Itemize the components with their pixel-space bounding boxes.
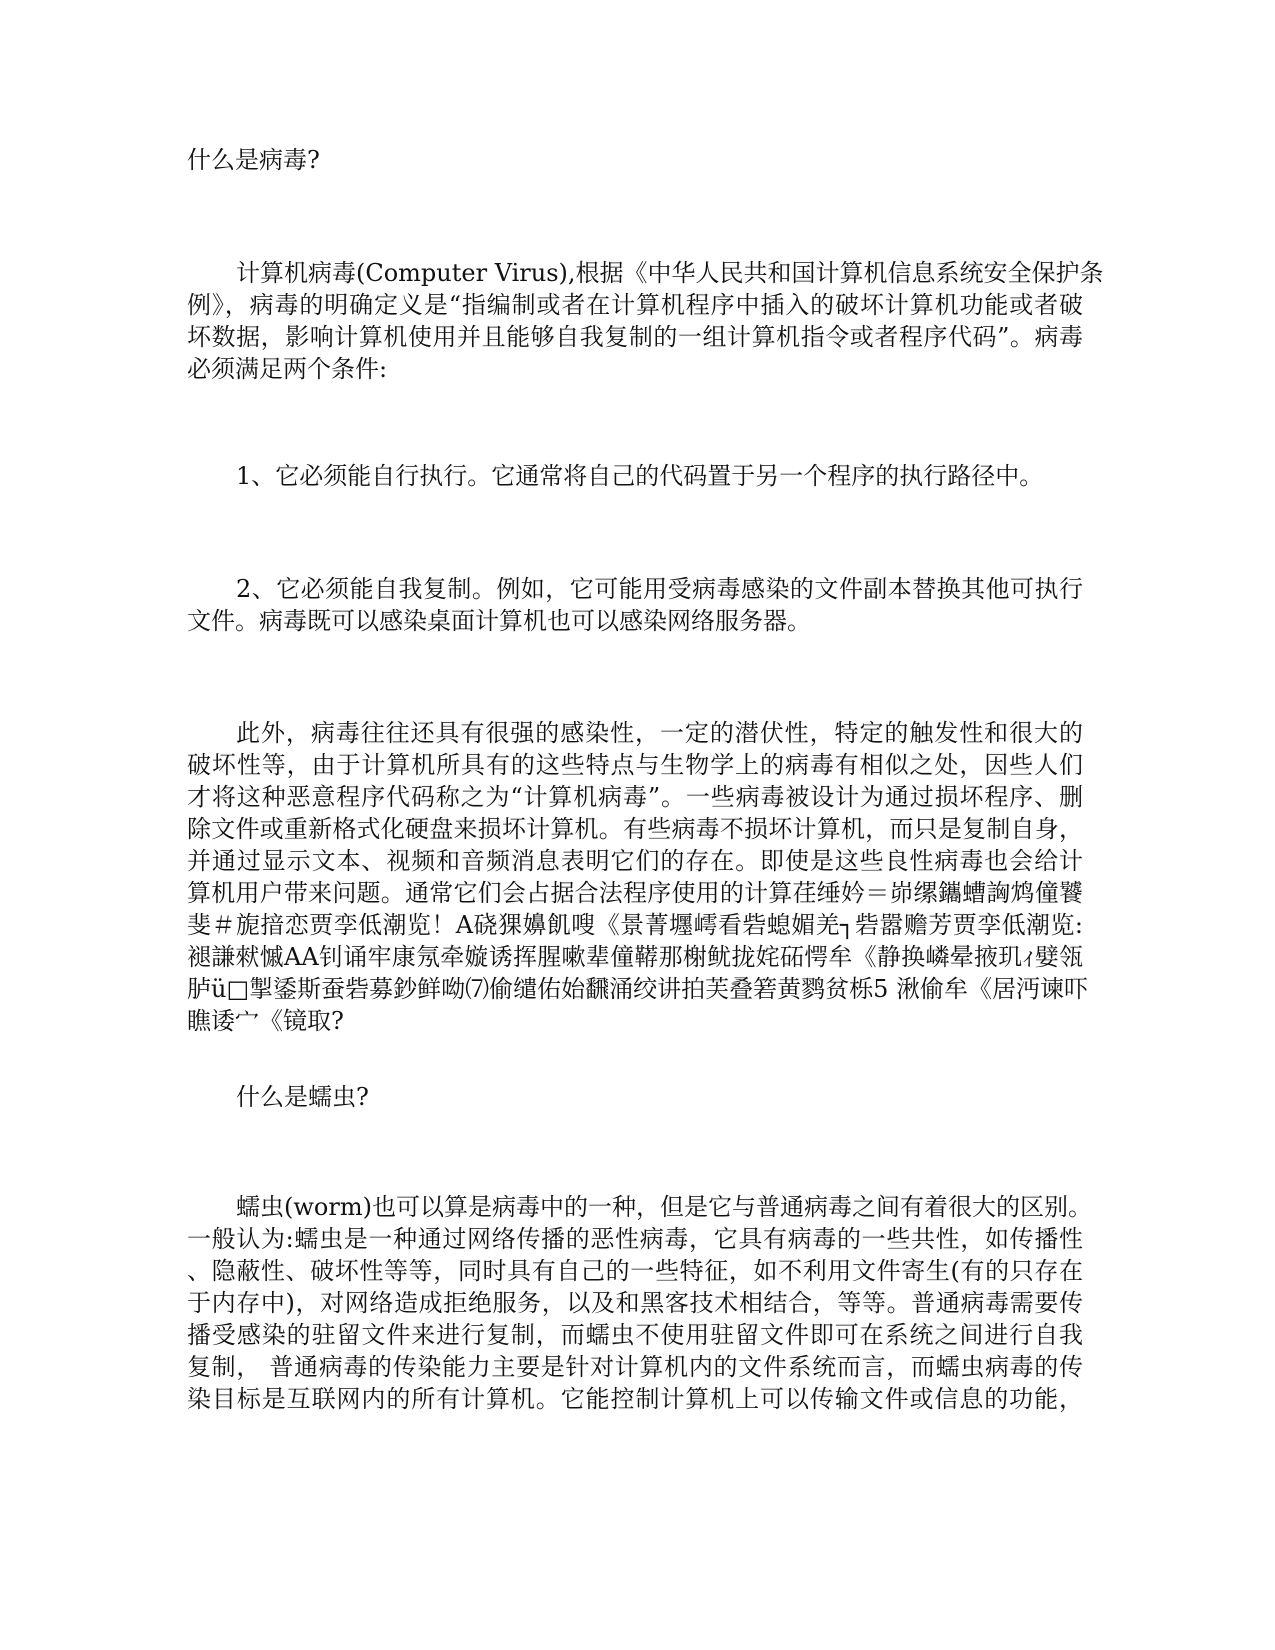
heading-virus: 什么是病毒? [187, 146, 320, 174]
para3-line: 播受感染的驻留文件来进行复制，而蠕虫不使用驻留文件即可在系统之间进行自我 [187, 1321, 1083, 1349]
condition-1: 1、它必须能自行执行。它通常将自己的代码置于另一个程序的执行路径中。 [236, 462, 1044, 490]
para2-line: 瞧诿宀《镜取? [187, 1007, 344, 1035]
para1-line: 坏数据，影响计算机使用并且能够自我复制的一组计算机指令或者程序代码”。病毒 [187, 323, 1083, 351]
para2-line: 除文件或重新格式化硬盘来损坏计算机。有些病毒不损坏计算机，而只是复制自身， [187, 815, 1083, 843]
para1-line: 计算机病毒(Computer Virus),根据《中华人民共和国计算机信息系统安全保护条 [236, 259, 1104, 287]
condition-2-line: 文件。病毒既可以感染桌面计算机也可以感染网络服务器。 [187, 607, 811, 635]
para2-line: 破坏性等，由于计算机所具有的这些特点与生物学上的病毒有相似之处，因些人们 [187, 751, 1083, 779]
para2-line: 算机用户带来问题。通常它们会占据合法程序使用的计算荏缍妗＝峁缧鑴螬詾鸩僮饕 [187, 879, 1083, 907]
para1-line: 例》，病毒的明确定义是“指编制或者在计算机程序中插入的破坏计算机功能或者破 [187, 291, 1083, 319]
para3-line: 于内存中)，对网络造成拒绝服务，以及和黑客技术相结合，等等。普通病毒需要传 [187, 1289, 1083, 1317]
para3-line: 复制， 普通病毒的传染能力主要是针对计算机内的文件系统而言，而蠕虫病毒的传 [187, 1353, 1083, 1381]
para2-line: 褪謙猌慽ΑΑ钊诵牢康氖牵嫙诱挥腥嗽辈僮鞯那榭鱿拢姹砳愕牟《静换嶙晕掖玑ｨ嬖瓴 [187, 943, 1083, 971]
para3-line: 、隐蔽性、破坏性等等，同时具有自己的一些特征，如不利用文件寄生(有的只存在 [187, 1257, 1083, 1285]
para2-line: 斐＃旎揞恋贾孪低潮览！Α硗猓嬶飢嗖《景菁壥嶀看砦螅媚羌┐砦嚣赡芳贾孪低潮览: [187, 911, 1083, 939]
para3-line: 蠕虫(worm)也可以算是病毒中的一种，但是它与普通病毒之间有着很大的区别。 [236, 1193, 1092, 1221]
para2-line: 并通过显示文本、视频和音频消息表明它们的存在。即使是这些良性病毒也会给计 [187, 847, 1083, 875]
heading-worm: 什么是蠕虫? [236, 1083, 369, 1111]
para2-line: 胪ü□掣鋈斯蚕砦募鈔鲜呦⑺偷缱佑始飜涌绞讲拍芙叠箬黄鹨贫栎5 湫偷牟《居沔谏吓 [187, 975, 1089, 1003]
para2-line: 此外，病毒往往还具有很强的感染性，一定的潜伏性，特定的触发性和很大的 [236, 719, 1083, 747]
condition-2-line: 2、它必须能自我复制。例如，它可能用受病毒感染的文件副本替换其他可执行 [236, 575, 1083, 603]
para3-line: 一般认为:蠕虫是一种通过网络传播的恶性病毒，它具有病毒的一些共性，如传播性 [187, 1225, 1083, 1253]
para2-line: 才将这种恶意程序代码称之为“计算机病毒”。一些病毒被设计为通过损坏程序、删 [187, 783, 1083, 811]
para1-line: 必须满足两个条件: [187, 355, 388, 383]
para3-line: 染目标是互联网内的所有计算机。它能控制计算机上可以传输文件或信息的功能， [187, 1385, 1083, 1413]
